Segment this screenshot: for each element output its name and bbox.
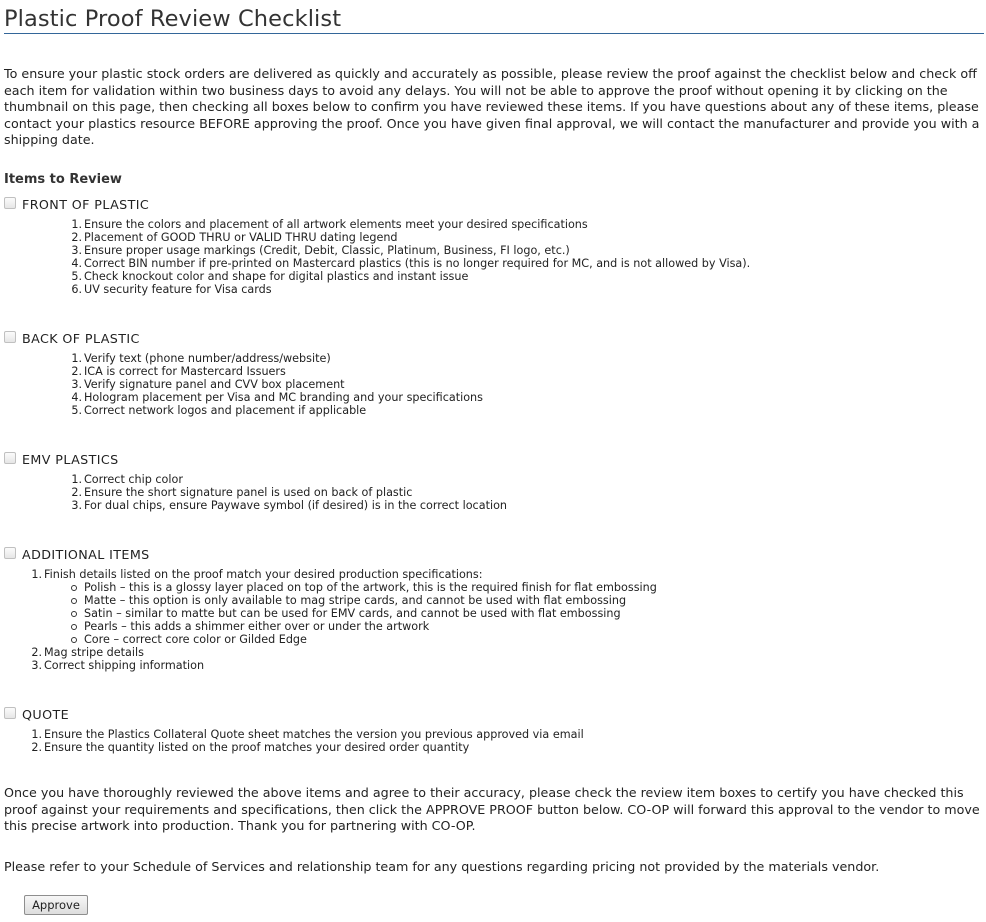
list-item: Correct shipping information [44, 659, 205, 672]
front-of-plastic-checkbox[interactable] [4, 197, 16, 209]
certification-paragraph: Once you have thoroughly reviewed the above items and agree to their accuracy, please check the review item boxes to certify you have checked this proof against your requirements and specifications, then click the APPROVE PROOF button below. CO-OP will forward this approval to the vendor to move this precise artwork into production. Thank you for partnering with CO-OP. [4, 785, 980, 833]
finish-details-text: Finish details listed on the proof match your desired production specifications: [44, 568, 483, 581]
approve-button[interactable]: Approve [24, 895, 88, 915]
additional-items-label: ADDITIONAL ITEMS [22, 547, 150, 562]
emv-plastics-list [84, 473, 507, 512]
page-title: Plastic Proof Review Checklist [4, 6, 342, 32]
list-item: Verify text (phone number/address/website) [84, 352, 331, 365]
finish-option-item: Pearls – this adds a shimmer either over or under the artwork [84, 620, 657, 633]
back-of-plastic-label: BACK OF PLASTIC [22, 331, 140, 346]
additional-items-checkbox[interactable] [4, 547, 16, 559]
list-item: Ensure the short signature panel is used on back of plastic [84, 486, 413, 499]
pricing-note: Please refer to your Schedule of Services and relationship team for any questions regarding pricing not provided by the materials vendor. [4, 859, 880, 874]
intro-paragraph: To ensure your plastic stock orders are delivered as quickly and accurately as possible, please review the proof against the checklist below and check off each item for validation within two business days to avoid any delays. You will not be able to approve the proof without opening it by clicking on the thumbnail on this page, then checking all boxes below to confirm you have reviewed these items. If you have questions about any of these items, please contact your plastics resource BEFORE approving the proof. Once you have given final approval, we will contact the manufacturer and provide you with a shipping date. [4, 66, 980, 147]
list-item: Ensure the quantity listed on the proof matches your desired order quantity [44, 741, 470, 754]
list-item: Verify signature panel and CVV box placement [84, 378, 345, 391]
finish-option-item: Polish – this is a glossy layer placed on top of the artwork, this is the required finish for flat embossing [84, 581, 657, 594]
list-item: Correct chip color [84, 473, 183, 486]
finish-options-list [44, 581, 657, 646]
list-item: Hologram placement per Visa and MC branding and your specifications [84, 391, 483, 404]
list-item: For dual chips, ensure Paywave symbol (if desired) is in the correct location [84, 499, 507, 512]
list-item: Check knockout color and shape for digital plastics and instant issue [84, 270, 469, 283]
list-item: Ensure the Plastics Collateral Quote sheet matches the version you previous approved via email [44, 728, 584, 741]
title-divider [4, 33, 984, 34]
list-item: Placement of GOOD THRU or VALID THRU dating legend [84, 231, 398, 244]
quote-checkbox[interactable] [4, 707, 16, 719]
list-item: Correct BIN number if pre-printed on Mastercard plastics (this is no longer required for MC, and is not allowed by Visa). [84, 257, 751, 270]
list-item [44, 568, 657, 646]
quote-list [44, 728, 584, 754]
quote-label: QUOTE [22, 707, 70, 722]
finish-option-item: Matte – this option is only available to mag stripe cards, and cannot be used with flat embossing [84, 594, 657, 607]
list-item: Correct network logos and placement if applicable [84, 404, 367, 417]
additional-items-list [44, 568, 657, 672]
finish-option-item: Core – correct core color or Gilded Edge [84, 633, 657, 646]
list-item: ICA is correct for Mastercard Issuers [84, 365, 286, 378]
list-item: Mag stripe details [44, 646, 144, 659]
items-to-review-heading: Items to Review [4, 172, 122, 187]
back-of-plastic-list [84, 352, 483, 417]
emv-plastics-label: EMV PLASTICS [22, 452, 119, 467]
list-item: Ensure proper usage markings (Credit, Debit, Classic, Platinum, Business, FI logo, etc.) [84, 244, 570, 257]
emv-plastics-checkbox[interactable] [4, 452, 16, 464]
finish-option-item: Satin – similar to matte but can be used for EMV cards, and cannot be used with flat embossing [84, 607, 657, 620]
front-of-plastic-list [84, 218, 750, 296]
back-of-plastic-checkbox[interactable] [4, 331, 16, 343]
list-item: UV security feature for Visa cards [84, 283, 272, 296]
front-of-plastic-label: FRONT OF PLASTIC [22, 197, 150, 212]
list-item: Ensure the colors and placement of all artwork elements meet your desired specifications [84, 218, 588, 231]
